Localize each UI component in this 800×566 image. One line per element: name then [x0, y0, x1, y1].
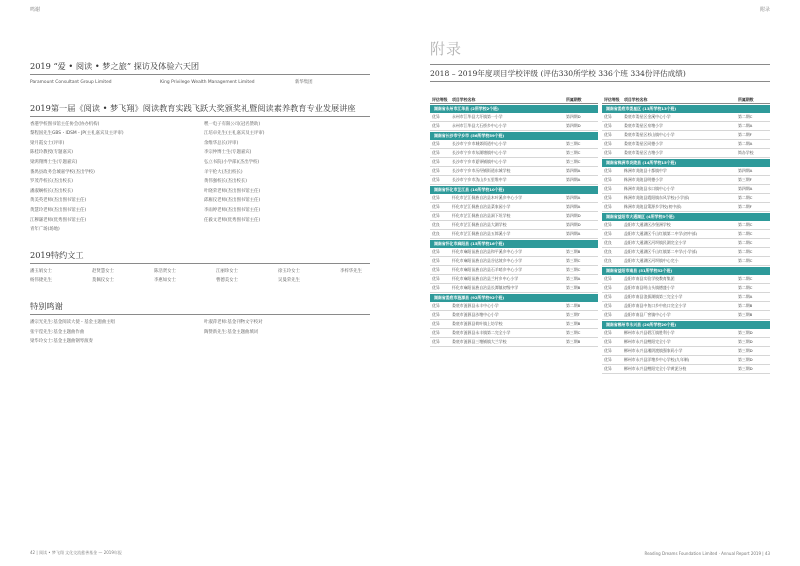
project-phase: 第四期D: [566, 222, 581, 228]
rating-grade: 优异: [604, 114, 612, 120]
rating-grade: 优异: [604, 168, 612, 174]
table-row: [602, 248, 770, 257]
rating-grade: 优异: [604, 150, 612, 156]
table-row: [602, 230, 770, 239]
project-phase: 第四期D: [566, 213, 581, 219]
table-row: [602, 194, 770, 203]
rating-grade: 优异: [604, 123, 612, 129]
school-name: 益阳市大通湖区沙堡洲学校: [624, 222, 671, 228]
ack-entry: Paramount Consultant Group Limited: [30, 80, 112, 85]
section-rule: [30, 263, 370, 264]
left-page-header: 鸣谢: [30, 7, 41, 13]
rating-grade: 优异: [432, 249, 440, 255]
table-row: [430, 167, 598, 176]
project-phase: 第二期C: [738, 276, 753, 282]
rating-grade: 优良: [432, 231, 440, 237]
school-name: 长沙市宁乡市沩山乡五里堆中学: [452, 177, 507, 183]
rating-grade: 优异: [432, 312, 440, 318]
table-row: [602, 257, 770, 266]
section-rule: [30, 314, 370, 315]
section-title: 2019特约文工: [30, 249, 84, 260]
project-phase: 第三期D: [738, 357, 753, 363]
rating-grade: 优异: [432, 141, 440, 147]
school-name: 娄底市涟源县永丰镇第二完全小学: [452, 330, 511, 336]
project-phase: 第三期B: [566, 249, 581, 255]
school-name: 娄底市涟源县三塘铺镇大兰学校: [452, 339, 507, 345]
rating-grade: 优异: [432, 267, 440, 273]
school-name: 怀化市芷江侗族自治县洞下坦学校: [452, 213, 511, 219]
table-row: [602, 140, 770, 149]
school-name: 益阳市大通湖区河坝镇民湖完全小学: [624, 240, 687, 246]
region-group-header: 湖南省益阳市南县 (51所学校52个班): [602, 267, 770, 275]
ack-entry: 莫佩仪女士: [92, 278, 114, 284]
table-row: [430, 329, 598, 338]
ack-section: [30, 249, 370, 286]
project-phase: 第三期B: [566, 285, 581, 291]
project-phase: 第四期A: [566, 168, 581, 174]
table-row: [430, 248, 598, 257]
ack-entry: 潘淑娴校长(杰出校长): [30, 188, 73, 194]
table-row: [602, 185, 770, 194]
ack-entry: [340, 276, 370, 286]
project-phase: 第二期C: [738, 285, 753, 291]
project-phase: 第二期C: [738, 240, 753, 246]
rating-grade: 优异: [432, 177, 440, 183]
rating-grade: 优异: [432, 168, 440, 174]
school-name: 娄底市娄星区同德小学: [624, 141, 663, 147]
rating-grade: 优良: [604, 258, 612, 264]
project-phase: 第二期C: [738, 222, 753, 228]
ack-entry: 青年广场(场地): [30, 227, 60, 233]
project-phase: 第四期A: [738, 168, 753, 174]
school-name: 怀化市麻阳苗族自治县和平溪乡中心小学: [452, 249, 523, 255]
ack-entry: 黄美英老师(杰出图书馆主任): [30, 198, 87, 204]
project-phase: 第四期A: [738, 186, 753, 192]
region-group-header: 湖南省益阳市大通湖区 (4所学校5个班): [602, 213, 770, 221]
region-group-header: 湖南省郴州市永兴县 (20所学校20个班): [602, 321, 770, 329]
school-name: 娄底市娄星区泉塘小学: [624, 123, 663, 129]
rating-grade: 优异: [604, 339, 612, 345]
table-row: [430, 149, 598, 158]
project-phase: 第三期D: [738, 339, 753, 345]
column-header: 项目学校名称: [452, 97, 476, 102]
school-name: 郴州市永兴县湘阴渡镇强家码小学: [624, 348, 683, 354]
project-phase: 第二期C: [738, 249, 753, 255]
table-row: [430, 320, 598, 329]
table-row: [430, 203, 598, 212]
ack-entry: 番禺县政务会城嘉学校(杰出学校): [30, 169, 95, 175]
school-name: 怀化市芷江侗族自治县大湖学校: [452, 222, 507, 228]
project-phase: 第三期C: [566, 141, 581, 147]
project-phase: 第二期B: [738, 303, 753, 309]
rating-grade: 优异: [604, 348, 612, 354]
section-rule: [30, 74, 370, 75]
rating-grade: 优异: [604, 285, 612, 291]
section-title: 2019第一届《阅读 • 梦飞翔》阅读教育实践飞跃大奖颁奖礼暨阅读素养教育专业发展讲座: [30, 102, 356, 113]
ack-entry: 潘玉娟女士: [30, 268, 52, 274]
ack-entry: 江穆谦老师(优秀图书馆主任): [30, 217, 87, 223]
project-phase: 第二期A: [738, 141, 753, 147]
rating-grade: 优异: [432, 321, 440, 327]
school-name: 长沙市宁乡市东湖塘镇中心小学: [452, 150, 507, 156]
ack-list: [30, 78, 370, 88]
school-name: 郴州市永兴县洋塘乡中心学校(九年制): [624, 357, 690, 363]
school-name: 益阳市南县浪拔湖镇第三完全小学: [624, 294, 683, 300]
ack-entry: 任毅文老师(优秀图书馆主任): [204, 217, 261, 223]
rating-grade: 优异: [432, 204, 440, 210]
school-name: 娄底市娄星区杉山镇中心小学: [624, 132, 675, 138]
section-rule: [30, 116, 370, 117]
school-name: 长沙市宁乡市城郊街道中心小学: [452, 141, 507, 147]
school-name: 长沙市宁乡市夏铎铺镇中心小学: [452, 159, 507, 165]
rating-grade: 优异: [432, 339, 440, 345]
rating-grade: 优异: [604, 231, 612, 237]
table-row: [430, 140, 598, 149]
table-header-row: [430, 96, 598, 104]
project-phase: 第二期C: [738, 258, 753, 264]
school-name: 郴州市永兴县鲤阳完全小学: [624, 339, 671, 345]
section-title: 特别鸣谢: [30, 300, 63, 311]
rating-grade: 优异: [432, 114, 440, 120]
school-name: 益阳市大通湖区千山红镇第二中学(小学部): [624, 249, 698, 255]
rating-table-title: 2018 – 2019年度项目学校评级 (评估330所学校 336个班 334份评估成绩): [430, 69, 686, 78]
project-phase: 第三期B: [738, 312, 753, 318]
ack-entry: 嘿一电子有限公司(冠名赞助): [204, 121, 261, 127]
project-phase: 第二期A: [738, 123, 753, 129]
ack-entry: [204, 225, 370, 235]
ack-entry: [204, 337, 370, 347]
region-group-header: 湖南省永州市江华县 (2所学校2个班): [430, 105, 598, 113]
right-page-header: 附录: [759, 7, 770, 13]
table-row: [430, 257, 598, 266]
table-row: [602, 167, 770, 176]
ack-entry: 黄伟强校长(杰出校长): [204, 179, 247, 185]
rating-grade: 优异: [432, 213, 440, 219]
table-row: [430, 275, 598, 284]
project-phase: 第二期A: [738, 294, 753, 300]
rating-grade: 优良: [604, 249, 612, 255]
rating-grade: 优良: [432, 222, 440, 228]
acknowledgement-sections: [30, 60, 370, 347]
ack-entry: 江培卓先生(主礼嘉宾及主评审): [204, 131, 265, 137]
ack-section: [30, 60, 370, 88]
school-name: 益阳市大通湖区千山红镇第二中学(初中部): [624, 231, 698, 237]
school-name: 株洲市炎陵县十都镇中学: [624, 168, 667, 174]
appendix-title: 附录: [430, 40, 463, 58]
table-row: [430, 158, 598, 167]
column-header: 评估等级: [604, 97, 620, 102]
ack-entry: 吴曼荣先生: [278, 278, 300, 284]
school-name: 怀化市芷江侗族自治县菜家园小学: [452, 204, 511, 210]
project-phase: 第四期A: [566, 177, 581, 183]
column-header: 所属期数: [738, 97, 754, 102]
table-row: [602, 329, 770, 338]
table-row: [430, 212, 598, 221]
table-row: [430, 311, 598, 320]
rating-grade: 优异: [604, 366, 612, 372]
school-name: 娄底市涟源县荷叶镇上坊学校: [452, 321, 503, 327]
region-group-header: 湖南省娄底市娄星区 (13所学校13个班): [602, 105, 770, 113]
project-phase: 第三期C: [566, 159, 581, 165]
section-title: 2019 “爱 • 阅读 • 梦之旅” 探访及体验六天团: [30, 61, 200, 71]
table-row: [430, 302, 598, 311]
project-phase: 简办学校: [738, 150, 754, 156]
title-rule-bottom: [430, 81, 770, 82]
rating-grade: 优异: [604, 141, 612, 147]
table-row: [602, 176, 770, 185]
school-name: 郴州市永兴县碧江镇胜利小学: [624, 330, 675, 336]
school-name: 益阳市南县实验学校教育集团: [624, 276, 675, 282]
ack-entry: 梁毕玲女士:基金主题曲钢琴演奏: [30, 339, 93, 345]
region-group-header: 湖南省怀化市芷江县 (10所学校10个班): [430, 186, 598, 194]
ack-list: [30, 267, 370, 286]
school-name: 益阳市南县中鱼口乡中鱼口完全小学: [624, 303, 687, 309]
project-phase: 第四期D: [566, 114, 581, 120]
table-row: [602, 338, 770, 347]
school-name: 怀化市芷江侗族自治县五郎溪小学: [452, 231, 511, 237]
school-name: 株洲市炎陵县明德小学: [624, 177, 663, 183]
right-page: [400, 0, 800, 566]
right-page-footer: Reading Dreams Foundation Limited · Annual Report 2019 | 43: [644, 551, 770, 556]
ack-entry: 黄慧玲老师(杰出图书馆主任): [30, 207, 87, 213]
project-phase: 第四期A: [566, 231, 581, 237]
ack-entry: 陈桂玲教授(专题嘉宾): [30, 150, 73, 156]
title-rule-top: [430, 64, 770, 65]
rating-grade: 优异: [432, 303, 440, 309]
ack-entry: 陈浩贤女士: [154, 268, 176, 274]
table-row: [602, 275, 770, 284]
table-row: [430, 194, 598, 203]
school-name: 怀化市麻阳苗族自治县长潭镇初级中学: [452, 285, 519, 291]
project-phase: 第四期A: [566, 195, 581, 201]
table-row: [602, 149, 770, 158]
project-phase: 第三期D: [738, 366, 753, 372]
school-name: 永州市江华县大圩镇第一小学: [452, 114, 503, 120]
table-row: [602, 203, 770, 212]
left-page-footer: 42 | 阅读 • 梦飞翔 文化交流慈善基金 — 2019年报: [30, 550, 122, 555]
ack-entry: 李梓华先生: [340, 268, 362, 274]
rating-grade: 优异: [432, 258, 440, 264]
ack-entry: 潘宗光先生:基金阅读大使・基金主题曲主唱: [30, 319, 115, 325]
project-phase: 第四期D: [566, 123, 581, 129]
rating-grade: 优异: [432, 276, 440, 282]
table-row: [430, 284, 598, 293]
ack-entry: 羊宇伦大(杰出校长): [204, 169, 243, 175]
ack-entry: 杨伟捷先生: [30, 278, 52, 284]
table-row: [602, 302, 770, 311]
ack-entry: 弘立书院(小学部)(杰出学校): [204, 159, 260, 165]
table-row: [602, 293, 770, 302]
project-phase: 第二期C: [738, 114, 753, 120]
ack-entry: 罗茂芹校长(杰出校长): [30, 179, 73, 185]
school-name: 益阳市大通湖区河坝镇中心完小: [624, 258, 679, 264]
school-name: 娄底市涟源县永丰中心小学: [452, 303, 499, 309]
table-row: [602, 356, 770, 365]
ack-list: [30, 318, 370, 347]
project-phase: 第三期T: [566, 312, 581, 318]
school-name: 怀化市芷江侗族自治县木叶溪乡中心小学: [452, 195, 523, 201]
school-name: 娄底市娄星区古塘小学: [624, 150, 663, 156]
ack-section: [30, 102, 370, 235]
table-row: [602, 113, 770, 122]
ack-entry: 徐玉玲女士: [278, 268, 300, 274]
table-row: [602, 221, 770, 230]
table-row: [602, 347, 770, 356]
ack-entry: 李惠如女士: [154, 278, 176, 284]
rating-grade: 优异: [604, 276, 612, 282]
ack-entry: 陶赞新先生:基金主题曲填词: [204, 329, 259, 335]
ack-entry: King Privilege Wealth Management Limited: [160, 80, 255, 85]
rating-grade: 优异: [604, 294, 612, 300]
rating-grade: 优良: [604, 240, 612, 246]
rating-grade: 优异: [604, 195, 612, 201]
table-row: [430, 122, 598, 131]
project-phase: 第三期B: [566, 339, 581, 345]
school-name: 怀化市麻阳苗族自治县石羊哨乡中心小学: [452, 267, 523, 273]
school-name: 娄底市娄星区金溪中心小学: [624, 114, 671, 120]
ack-entry: 李宗仲博士生(专题嘉宾): [204, 150, 252, 156]
column-header: 评估等级: [432, 97, 448, 102]
project-phase: 第二期B: [566, 303, 581, 309]
ack-entry: 邱雁仪老师(杰出图书馆主任): [204, 198, 261, 204]
table-row: [430, 176, 598, 185]
rating-grade: 优异: [604, 357, 612, 363]
rating-grade: 优异: [432, 159, 440, 165]
ack-entry: 曹德美女士: [216, 278, 238, 284]
rating-grade: 优异: [604, 177, 612, 183]
rating-grade: 优异: [604, 312, 612, 318]
table-row: [430, 338, 598, 347]
ack-entry: 梁鸿翔博士生(专题嘉宾): [30, 159, 78, 165]
school-name: 怀化市麻阳苗族自治县兰村乡中心小学: [452, 276, 519, 282]
ack-entry: 叶淑萍老师:基金刊物文字校对: [204, 319, 263, 325]
column-header: 所属期数: [566, 97, 582, 102]
rating-grade: 优异: [432, 195, 440, 201]
table-row: [602, 239, 770, 248]
rating-grade: 优异: [604, 204, 612, 210]
school-name: 株洲市炎陵县策源乡学校(初中部): [624, 204, 682, 210]
project-phase: 第三期C: [566, 150, 581, 156]
ack-entry: 赵贤慧女士: [92, 268, 114, 274]
table-row: [430, 230, 598, 239]
rating-grade: 优异: [432, 330, 440, 336]
project-phase: 第三期C: [566, 258, 581, 264]
school-name: 益阳市南县厂窖镇中心小学: [624, 312, 671, 318]
rating-grade: 优异: [604, 222, 612, 228]
region-group-header: 湖南省娄底市涟源县 (92所学校92个班): [430, 294, 598, 302]
rating-grade: 优异: [604, 330, 612, 336]
table-row: [430, 113, 598, 122]
ack-entry: 黎程国先生GBS・IDSM・JP(主礼嘉宾及主评审): [30, 131, 124, 137]
school-name: 娄底市涟源县沙塘中心小学: [452, 312, 499, 318]
rating-grade: 优异: [432, 123, 440, 129]
table-row: [430, 221, 598, 230]
school-name: 株洲市炎陵县水口镇中心小学: [624, 186, 675, 192]
rating-grade: 优异: [604, 303, 612, 309]
school-name: 株洲市炎陵县霞阳镇东风学校(小学部): [624, 195, 690, 201]
project-phase: 第二期F: [738, 204, 752, 210]
ack-entry: 余维华总长(评审): [204, 140, 239, 146]
school-name: 长沙市宁乡市历经铺街道东城学校: [452, 168, 511, 174]
table-row: [602, 365, 770, 374]
ack-entry: 新华集团: [295, 80, 313, 85]
region-group-header: 湖南省株洲市炎陵县 (14所学校15个班): [602, 159, 770, 167]
ack-entry: 梁月霞女士(评审): [30, 140, 65, 146]
rating-table-right-column: [602, 96, 770, 374]
column-header: 项目学校名称: [624, 97, 648, 102]
ack-section: [30, 300, 370, 347]
project-phase: 第三期C: [566, 330, 581, 336]
ack-entry: 香港学校图书馆主任协会(协办机构): [30, 121, 100, 127]
ack-entry: 江丽珍女士: [216, 268, 238, 274]
project-phase: 第二期F: [738, 132, 752, 138]
rating-grade: 优异: [432, 150, 440, 156]
rating-grade: 优异: [604, 186, 612, 192]
table-header-row: [602, 96, 770, 104]
ack-entry: 叶晓荣老师(杰出图书馆主任): [204, 188, 261, 194]
table-row: [430, 266, 598, 275]
school-name: 永州市江华县大石桥乡中心小学: [452, 123, 507, 129]
ack-list: [30, 120, 370, 235]
project-phase: 第二期C: [738, 195, 753, 201]
school-name: 怀化市麻阳苗族自治县谷达坡乡中心小学: [452, 258, 523, 264]
project-phase: 第二期C: [738, 231, 753, 237]
table-row: [602, 122, 770, 131]
project-phase: 第三期A: [566, 276, 581, 282]
ack-entry: 张宇滢先生:基金主题曲作曲: [30, 329, 85, 335]
rating-grade: 优异: [604, 132, 612, 138]
table-row: [602, 131, 770, 140]
table-row: [602, 311, 770, 320]
project-phase: 第三期D: [738, 330, 753, 336]
project-phase: 第三期D: [738, 348, 753, 354]
rating-table-left-column: [430, 96, 598, 347]
project-phase: 第四期A: [566, 204, 581, 210]
region-group-header: 湖南省长沙市宁乡市 (56所学校59个班): [430, 132, 598, 140]
project-phase: 第三期C: [566, 267, 581, 273]
table-row: [602, 284, 770, 293]
school-name: 郴州市永兴县鲤阳完全小学黄泥分校: [624, 366, 687, 372]
project-phase: 第三期B: [566, 321, 581, 327]
school-name: 益阳市南县明山头镇德盛小学: [624, 285, 675, 291]
region-group-header: 湖南省怀化市麻阳县 (15所学校16个班): [430, 240, 598, 248]
ack-entry: 李雨婷老师(杰出图书馆主任): [204, 207, 261, 213]
project-phase: 第三期F: [738, 177, 752, 183]
rating-grade: 优异: [432, 285, 440, 291]
